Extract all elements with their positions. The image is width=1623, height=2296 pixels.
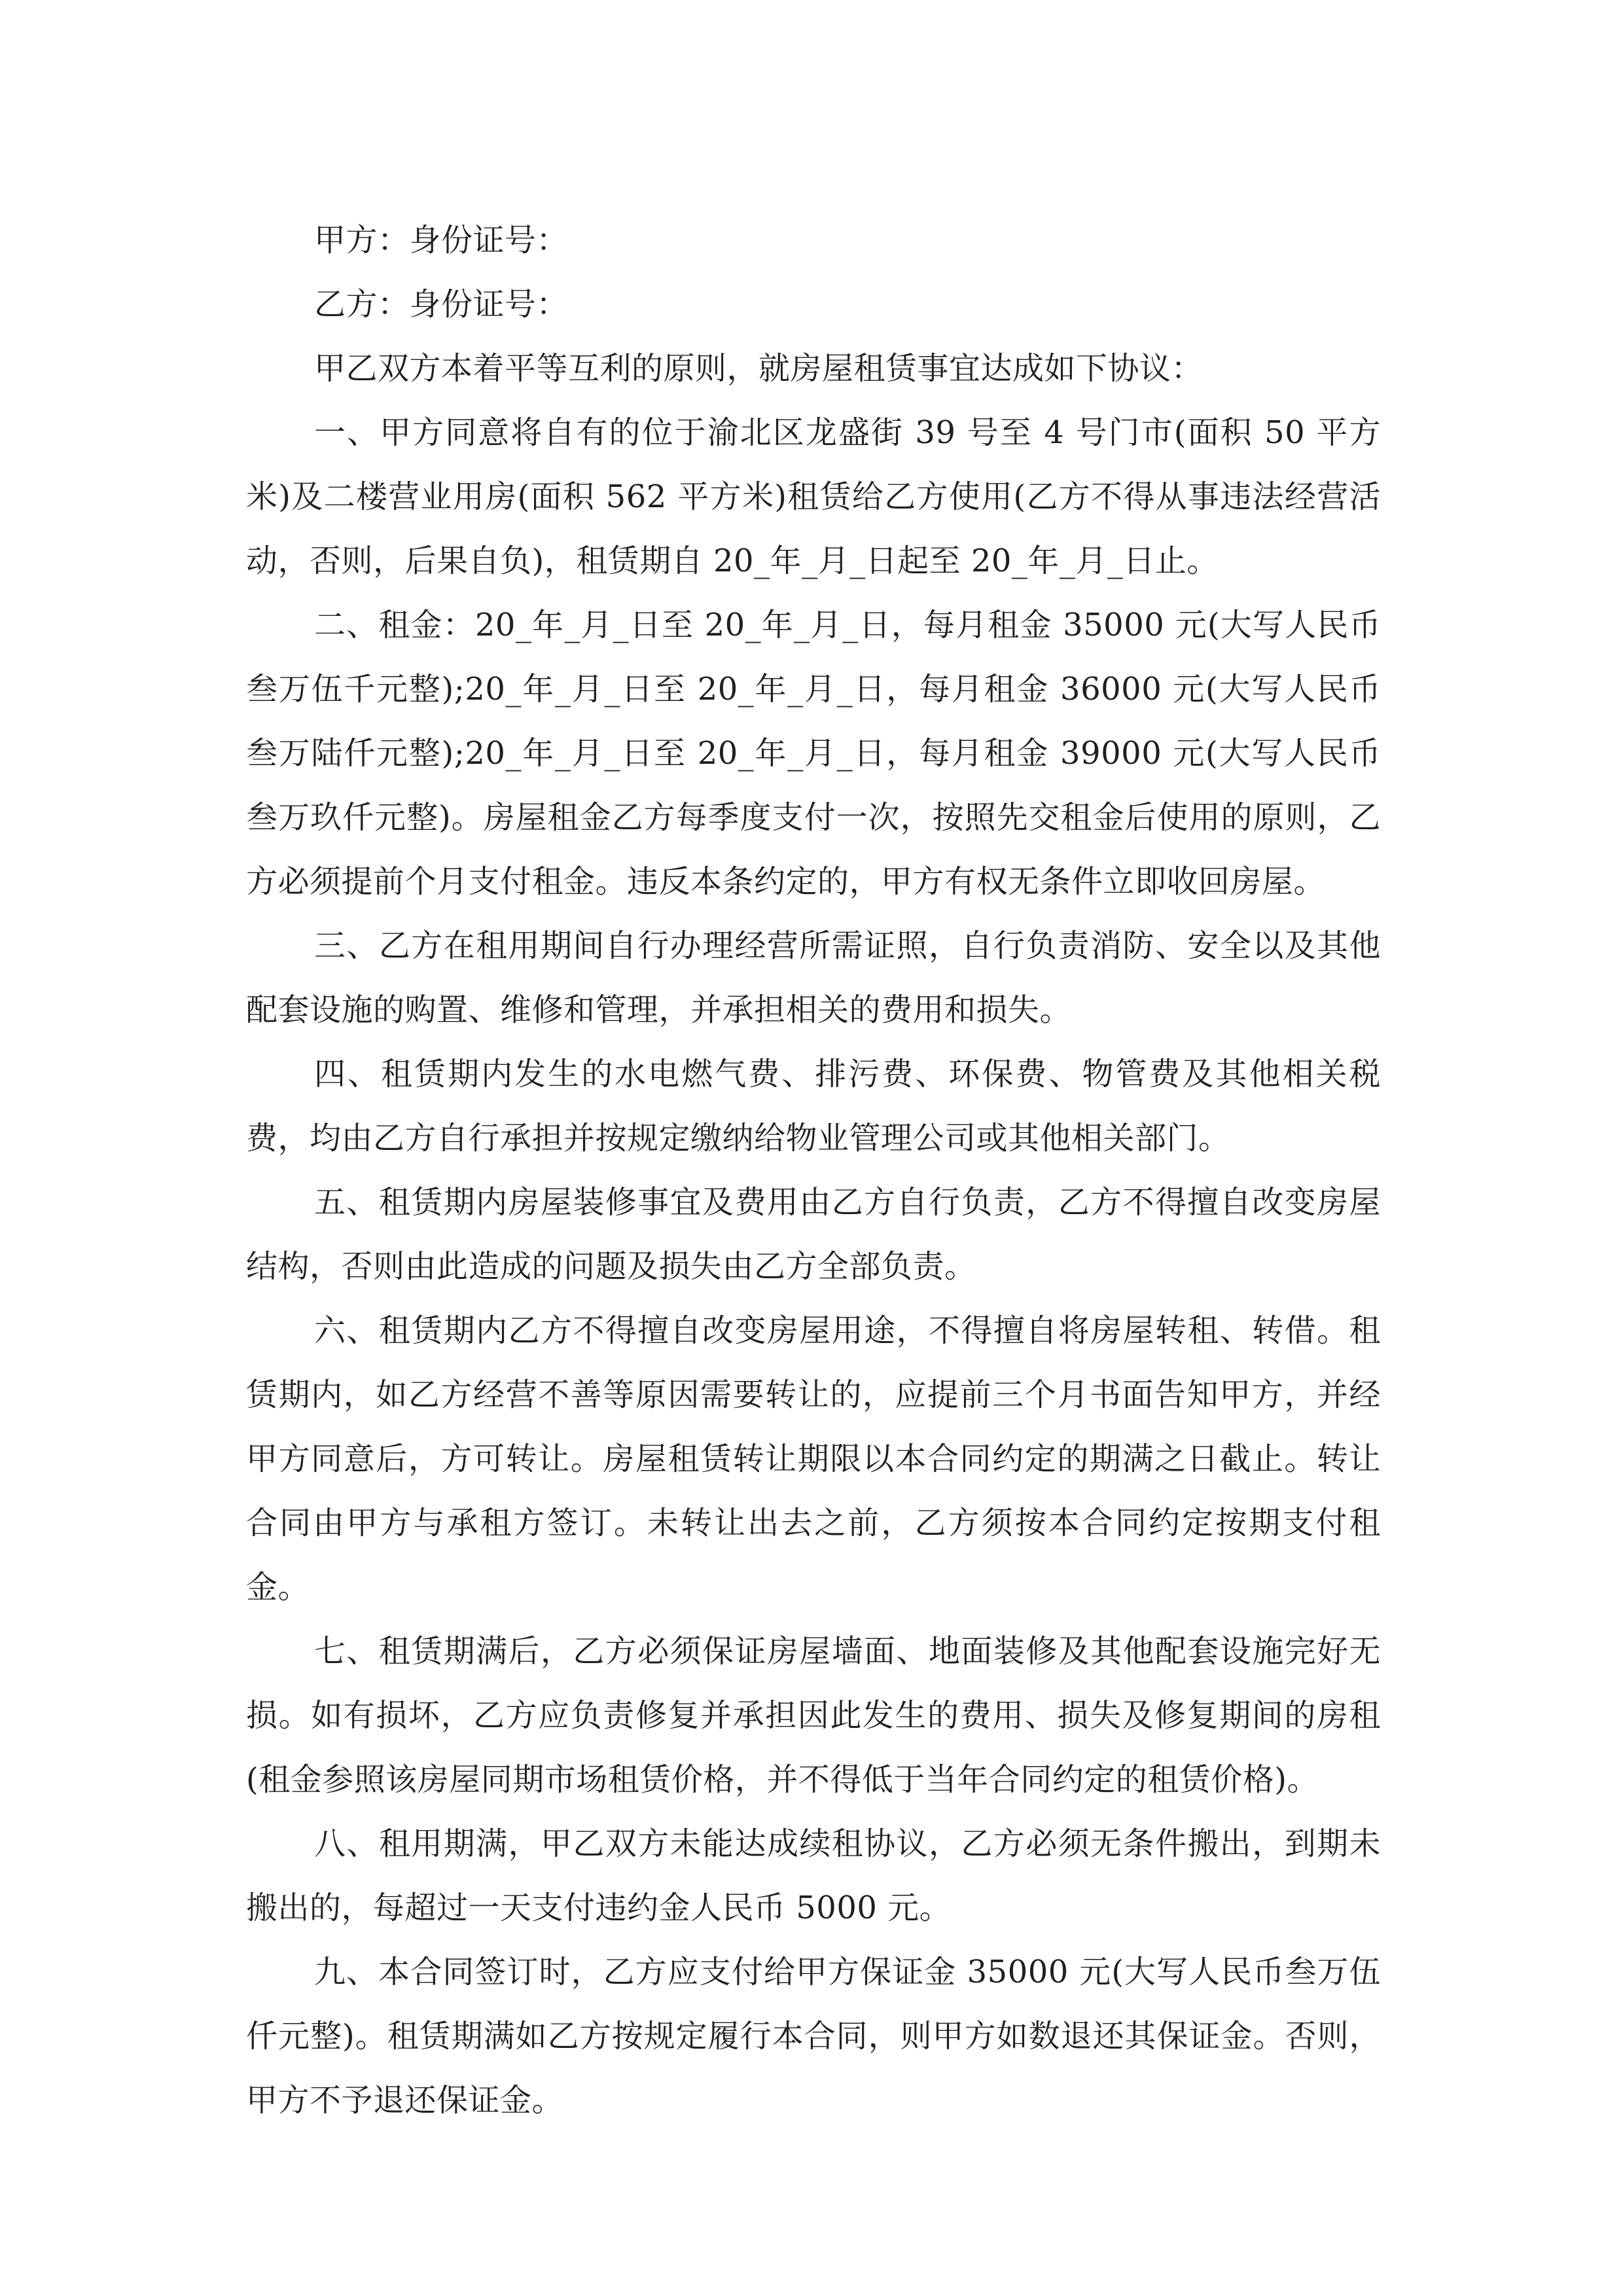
clause-7: 七、租赁期满后，乙方必须保证房屋墙面、地面装修及其他配套设施完好无损。如有损坏，乙方应负责修复并承担因此发生的费用、损失及修复期间的房租(租金参照该房屋同期市场租赁价格，并不得低于当年合同约定的租赁价格)。	[246, 1633, 1381, 1798]
clause-6: 六、租赁期内乙方不得擅自改变房屋用途，不得擅自将房屋转租、转借。租赁期内，如乙方经营不善等原因需要转让的，应提前三个月书面告知甲方，并经甲方同意后，方可转让。房屋租赁转让期限以本合同约定的期满之日截止。转让合同由甲方与承租方签订。未转让出去之前，乙方须按本合同约定按期支付租金。	[246, 1312, 1381, 1605]
clause-2: 二、租金：20_年_月_日至 20_年_月_日，每月租金 35000 元(大写人民币叁万伍千元整);20_年_月_日至 20_年_月_日，每月租金 36000 元(大写人民币叁万陆仟元整);20_年_月_日至 20_年_月_日，每月租金 39000 元(大写人民币叁万玖仟元整)。房屋租金乙方每季度支付一次，按照先交租金后使用的原则，乙方必须提前个月支付租金。违反本条约定的，甲方有权无条件立即收回房屋。	[246, 607, 1381, 900]
clause-5: 五、租赁期内房屋装修事宜及费用由乙方自行负责，乙方不得擅自改变房屋结构，否则由此造成的问题及损失由乙方全部负责。	[246, 1184, 1381, 1285]
party-a-line: 甲方：身份证号：	[314, 222, 569, 259]
clause-9: 九、本合同签订时，乙方应支付给甲方保证金 35000 元(大写人民币叁万伍仟元整)。租赁期满如乙方按规定履行本合同，则甲方如数退还其保证金。否则，甲方不予退还保证金。	[246, 1954, 1381, 2119]
contract-body	[246, 208, 1381, 2132]
clause-3: 三、乙方在租用期间自行办理经营所需证照，自行负责消防、安全以及其他配套设施的购置、维修和管理，并承担相关的费用和损失。	[246, 927, 1381, 1028]
clause-8: 八、租用期满，甲乙双方未能达成续租协议，乙方必须无条件搬出，到期未搬出的，每超过一天支付违约金人民币 5000 元。	[246, 1825, 1381, 1926]
preamble: 甲乙双方本着平等互利的原则，就房屋租赁事宜达成如下协议：	[314, 350, 1204, 387]
clause-4: 四、租赁期内发生的水电燃气费、排污费、环保费、物管费及其他相关税费，均由乙方自行承担并按规定缴纳给物业管理公司或其他相关部门。	[246, 1056, 1381, 1157]
clause-1: 一、甲方同意将自有的位于渝北区龙盛街 39 号至 4 号门市(面积 50 平方米)及二楼营业用房(面积 562 平方米)租赁给乙方使用(乙方不得从事违法经营活动，否则，后果自负)，租赁期自 20_年_月_日起至 20_年_月_日止。	[246, 414, 1381, 579]
party-b-line: 乙方：身份证号：	[314, 286, 569, 323]
